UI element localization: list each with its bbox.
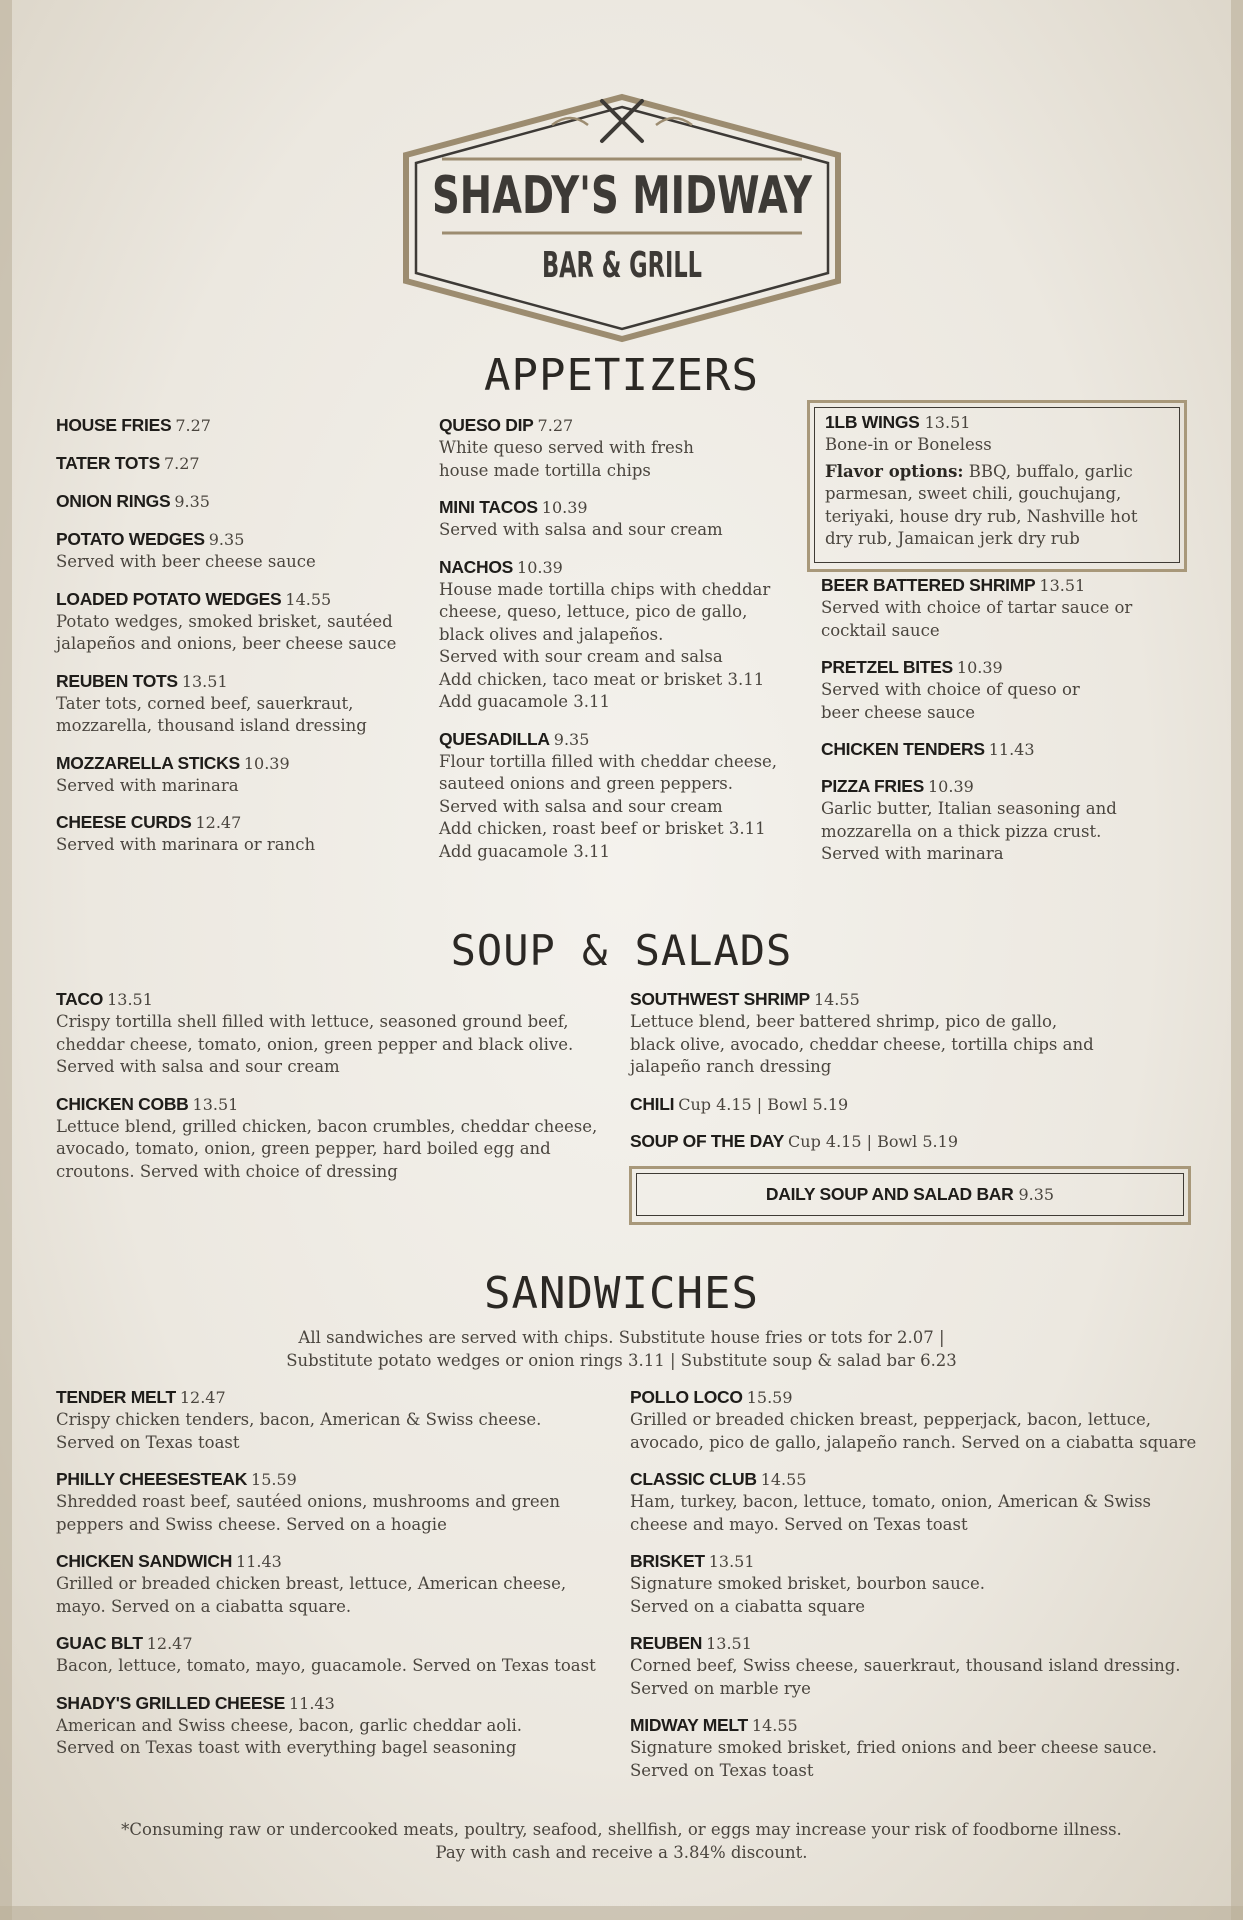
soups-left xyxy=(56,988,616,1197)
item-name: CLASSIC CLUB xyxy=(630,1469,757,1489)
item-description: Served with choice of queso or beer cheese sauce xyxy=(821,680,1080,722)
item-price: 15.59 xyxy=(251,1470,297,1489)
item-description: Lettuce blend, beer battered shrimp, pico de gallo, black olive, avocado, cheddar cheese, tortilla chips and jalapeño ranch dressing xyxy=(630,1012,1094,1076)
item-price: 13.51 xyxy=(192,1094,239,1114)
item-price: 13.51 xyxy=(708,1552,755,1571)
item-name: BEER BATTERED SHRIMP xyxy=(821,575,1036,595)
item-description: Garlic butter, Italian seasoning and mozzarella on a thick pizza crust. Served with marinara xyxy=(821,799,1117,863)
item-price: 12.47 xyxy=(179,1388,226,1407)
menu-item xyxy=(821,574,1181,642)
menu-item xyxy=(56,670,426,738)
item-price: 13.51 xyxy=(706,1634,752,1653)
menu-item xyxy=(630,988,1190,1079)
item-price: 9.35 xyxy=(174,492,210,511)
sandwiches-right xyxy=(630,1386,1230,1796)
item-name: CHICKEN COBB xyxy=(56,1093,189,1114)
menu-item xyxy=(630,1632,1230,1700)
item-price: 10.39 xyxy=(541,498,588,517)
item-name: PHILLY CHEESESTEAK xyxy=(56,1469,248,1489)
item-description: Corned beef, Swiss cheese, sauerkraut, thousand island dressing. Served on marble rye xyxy=(630,1656,1181,1698)
item-name: NACHOS xyxy=(439,556,514,577)
item-description: Tater tots, corned beef, sauerkraut, mozzarella, thousand island dressing xyxy=(56,693,367,735)
item-description: White queso served with fresh house made tortilla chips xyxy=(439,438,694,480)
menu-item xyxy=(630,1550,1230,1618)
item-name: CHICKEN SANDWICH xyxy=(56,1551,233,1571)
item-description: Served with marinara xyxy=(56,775,239,795)
item-price: 11.43 xyxy=(988,740,1035,759)
item-description: Served with salsa and sour cream xyxy=(439,520,723,539)
item-name: CHILI xyxy=(630,1093,675,1114)
logo-name-text: SHADY'S MIDWAY xyxy=(432,166,813,226)
item-price: 7.27 xyxy=(537,416,574,435)
item-price: 7.27 xyxy=(175,416,211,435)
menu-item xyxy=(56,1550,626,1618)
menu-item xyxy=(439,496,799,542)
item-name: 1LB WINGS xyxy=(825,412,920,432)
sandwiches-note: All sandwiches are served with chips. Substitute house fries or tots for 2.07 | Substitute potato wedges or onion rings 3.11 | Substitute soup & salad bar 6.23 xyxy=(286,1328,957,1370)
item-description: American and Swiss cheese, bacon, garlic cheddar aoli. Served on Texas toast with everything bagel seasoning xyxy=(56,1715,523,1757)
item-price: 13.51 xyxy=(924,413,971,432)
item-name: QUESADILLA xyxy=(439,728,550,749)
menu-item xyxy=(56,1632,626,1678)
item-price: 7.27 xyxy=(163,454,200,473)
menu-item xyxy=(56,490,426,513)
item-description: Crispy tortilla shell filled with lettuce, seasoned ground beef, cheddar cheese, tomato, onion, green pepper and black olive. Served with salsa and sour cream xyxy=(56,1012,574,1076)
soups-title: SOUP & SALADS xyxy=(450,926,793,975)
item-price: 11.43 xyxy=(236,1552,282,1571)
item-price: 10.39 xyxy=(517,557,563,577)
sandwiches-title: SANDWICHES xyxy=(484,1268,759,1319)
item-description: Grilled or breaded chicken breast, lettuce, American cheese, mayo. Served on a ciabatta square. xyxy=(56,1574,567,1616)
item-name: SOUP OF THE DAY xyxy=(630,1130,785,1151)
item-description: Bone-in or Boneless xyxy=(825,435,992,454)
item-description: Flour tortilla filled with cheddar cheese, sauteed onions and green peppers. Served with salsa and sour cream Add chicken, roast beef or brisket 3.11 Add guacamole 3.11 xyxy=(439,751,778,861)
item-price: 9.35 xyxy=(553,729,590,749)
flavor-options-label: Flavor options: xyxy=(825,461,964,481)
logo-subtitle-text: BAR & GRILL xyxy=(542,245,702,286)
item-name: CHEESE CURDS xyxy=(56,812,192,832)
item-price: Cup 4.15 | Bowl 5.19 xyxy=(678,1094,849,1114)
item-name: SHADY'S GRILLED CHEESE xyxy=(56,1692,285,1713)
menu-item xyxy=(821,738,1181,761)
paper-edge-bottom xyxy=(0,1906,1243,1920)
item-price: 9.35 xyxy=(208,530,245,549)
item-price: 10.39 xyxy=(243,753,290,773)
soups-right xyxy=(630,988,1190,1167)
item-description: House made tortilla chips with cheddar cheese, queso, lettuce, pico de gallo, black olives and jalapeños. Served with sour cream and salsa Add chicken, taco meat or brisket 3.11 Add guacamole 3.11 xyxy=(439,579,771,711)
menu-item xyxy=(56,452,426,475)
item-name: TACO xyxy=(56,989,104,1009)
item-description: Signature smoked brisket, bourbon sauce. Served on a ciabatta square xyxy=(630,1574,986,1616)
item-name: SOUTHWEST SHRIMP xyxy=(630,989,810,1009)
menu-item xyxy=(56,1468,626,1536)
menu-item xyxy=(821,775,1181,866)
item-price: Cup 4.15 | Bowl 5.19 xyxy=(788,1131,958,1151)
menu-item xyxy=(56,414,426,437)
restaurant-logo xyxy=(402,93,842,343)
item-description: Ham, turkey, bacon, lettuce, tomato, onion, American & Swiss cheese and mayo. Served on Texas toast xyxy=(630,1492,1152,1534)
menu-item xyxy=(56,1093,616,1184)
menu-item xyxy=(56,588,426,656)
item-name: MOZZARELLA STICKS xyxy=(56,752,240,773)
item-name: MIDWAY MELT xyxy=(630,1715,748,1735)
item-price: 12.47 xyxy=(146,1634,193,1653)
menu-item xyxy=(630,1093,1190,1116)
menu-item xyxy=(56,528,426,574)
menu-item xyxy=(630,1130,1190,1153)
item-name: GUAC BLT xyxy=(56,1633,143,1653)
flavor-options-list: BBQ, buffalo, garlic parmesan, sweet chili, gouchujang, teriyaki, house dry rub, Nashville hot dry rub, Jamaican jerk dry rub xyxy=(825,461,1138,548)
cash-discount-notice: Pay with cash and receive a 3.84% discount. xyxy=(435,1843,808,1862)
item-price: 13.51 xyxy=(107,990,153,1009)
item-name: TATER TOTS xyxy=(56,453,160,473)
item-price: 10.39 xyxy=(928,777,974,796)
item-name: POLLO LOCO xyxy=(630,1387,743,1407)
menu-item xyxy=(56,752,426,798)
salad-bar-name: DAILY SOUP AND SALAD BAR xyxy=(765,1184,1014,1204)
item-description: Potato wedges, smoked brisket, sautéed jalapeños and onions, beer cheese sauce xyxy=(56,611,397,653)
menu-item xyxy=(56,1386,626,1454)
item-price: 12.47 xyxy=(195,813,242,832)
menu-item xyxy=(439,556,799,714)
item-price: 14.55 xyxy=(751,1716,798,1735)
food-safety-notice: *Consuming raw or undercooked meats, poultry, seafood, shellfish, or eggs may increase your risk of foodborne illness. xyxy=(121,1820,1122,1839)
salad-bar-box xyxy=(629,1166,1191,1225)
item-name: ONION RINGS xyxy=(56,491,171,511)
item-description: Served with choice of tartar sauce or cocktail sauce xyxy=(821,598,1133,640)
item-name: PRETZEL BITES xyxy=(821,657,953,677)
wings-box xyxy=(807,400,1187,572)
item-price: 14.55 xyxy=(285,589,332,609)
item-name: BRISKET xyxy=(630,1551,705,1571)
item-name: LOADED POTATO WEDGES xyxy=(56,588,282,609)
item-price: 10.39 xyxy=(956,658,1003,677)
item-price: 13.51 xyxy=(1039,576,1086,595)
item-description: Served with marinara or ranch xyxy=(56,835,316,854)
item-price: 13.51 xyxy=(181,671,228,691)
menu-item xyxy=(56,988,616,1079)
item-name: TENDER MELT xyxy=(56,1387,176,1407)
item-name: PIZZA FRIES xyxy=(821,776,924,796)
item-description: Crispy chicken tenders, bacon, American & Swiss cheese. Served on Texas toast xyxy=(56,1410,542,1452)
item-name: CHICKEN TENDERS xyxy=(821,739,985,759)
appetizers-col3 xyxy=(821,574,1181,880)
item-price: 11.43 xyxy=(288,1693,335,1713)
appetizers-col1 xyxy=(56,414,426,871)
menu-item xyxy=(439,414,799,482)
item-name: HOUSE FRIES xyxy=(56,415,172,435)
item-name: REUBEN TOTS xyxy=(56,670,178,691)
item-name: POTATO WEDGES xyxy=(56,529,205,549)
menu-item xyxy=(439,728,799,864)
item-description: Signature smoked brisket, fried onions and beer cheese sauce. Served on Texas toast xyxy=(630,1738,1157,1780)
item-description: Bacon, lettuce, tomato, mayo, guacamole. Served on Texas toast xyxy=(56,1656,596,1675)
item-name: MINI TACOS xyxy=(439,497,538,517)
item-price: 14.55 xyxy=(760,1470,807,1489)
item-price: 14.55 xyxy=(813,990,860,1009)
appetizers-title: APPETIZERS xyxy=(484,350,759,401)
item-description: Lettuce blend, grilled chicken, bacon crumbles, cheddar cheese, avocado, tomato, onion, green pepper, hard boiled egg and croutons. Served with choice of dressing xyxy=(56,1116,598,1181)
appetizers-col2 xyxy=(439,414,799,877)
item-description: Served with beer cheese sauce xyxy=(56,552,316,571)
salad-bar-price: 9.35 xyxy=(1018,1185,1055,1204)
item-name: REUBEN xyxy=(630,1633,703,1653)
menu-item xyxy=(630,1714,1230,1782)
menu-item xyxy=(630,1386,1230,1454)
menu-item xyxy=(56,1692,626,1760)
menu-item xyxy=(630,1468,1230,1536)
item-description: Shredded roast beef, sautéed onions, mushrooms and green peppers and Swiss cheese. Served on a hoagie xyxy=(56,1492,560,1534)
menu-item xyxy=(56,811,426,857)
item-price: 15.59 xyxy=(746,1388,793,1407)
item-description: Grilled or breaded chicken breast, pepperjack, bacon, lettuce, avocado, pico de gallo, jalapeño ranch. Served on a ciabatta square xyxy=(630,1410,1197,1452)
item-name: QUESO DIP xyxy=(439,415,534,435)
menu-item xyxy=(821,656,1181,724)
sandwiches-left xyxy=(56,1386,626,1774)
